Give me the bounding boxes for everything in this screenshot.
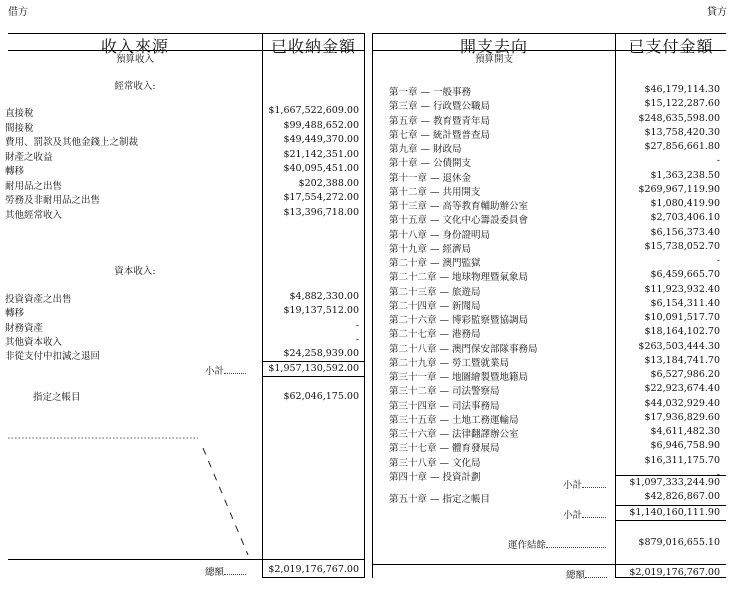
expenditure-header: 開支去向: [459, 37, 528, 56]
chapter-row-label: 第五章 — 教育暨青年局: [389, 115, 491, 127]
chapter-row-amount: -: [716, 255, 720, 266]
chapter-row-amount: $4,611,482.30: [650, 426, 720, 437]
bottom-double-rule-left: [263, 577, 364, 578]
chapter-row-amount: $17,936,829.60: [644, 411, 720, 423]
ordinary-income-row-label: 其他經常收入: [5, 209, 63, 221]
chapter-row-label: 第三十一章 — 地圖繪製暨地籍局: [389, 372, 529, 383]
chapter-row-label: 第三章 — 行政暨公職局: [389, 101, 491, 113]
ordinary-income-row-label: 間接稅: [5, 122, 34, 134]
chapter-row-amount: $44,032,929.40: [644, 397, 720, 409]
right-subtotal1-amount: $1,097,333,244.90: [629, 477, 720, 488]
chapter-row-amount: $16,311,175.70: [644, 454, 720, 466]
chapter-row-amount: $18,164,102.70: [644, 326, 720, 338]
right-total-amount: $2,019,176,767.00: [629, 567, 720, 578]
left-subtotal-rule: [263, 361, 364, 362]
chapter-row-label: 第四十章 — 投資計劃: [389, 471, 481, 483]
chapter-row-label: 第二十七章 — 港務局: [389, 329, 481, 341]
right-subtotal2-rule: [616, 505, 726, 506]
chapter-row-label: 第十一章 — 退休金: [389, 172, 472, 184]
chapter-row-label: 第二十章 — 澳門監獄: [389, 258, 481, 269]
chapter-row-amount: $6,527,986.20: [650, 369, 720, 380]
capital-income-row-label: 非從支付中扣減之退回: [5, 351, 101, 363]
right-subtotal2-label: 小計: [563, 507, 606, 521]
received-header: 已收納金額: [270, 37, 356, 56]
left-subtotal-rule-bottom: [263, 376, 364, 377]
chapter-row-amount: $22,923,674.40: [644, 383, 720, 395]
capital-income-title: 資本收入:: [114, 266, 156, 277]
chapter-row-label: 第三十四章 — 司法事務局: [389, 400, 500, 412]
chapter-row-amount: $1,080,419.90: [650, 198, 720, 209]
left-subtotal-label: 小計: [205, 363, 246, 377]
chapter-row-amount: $248,635,598.00: [638, 112, 720, 124]
ordinary-income-row-amount: $202,388.00: [298, 177, 359, 189]
capital-income-row-label: 其他資本收入: [5, 336, 63, 348]
chapter-row-label: 第二十四章 — 新聞局: [389, 300, 481, 312]
chapter-row-label: 第三十二章 — 司法警察局: [389, 386, 500, 398]
designated-account-amount: $62,046,175.00: [283, 391, 359, 402]
left-total-label: 總額: [205, 564, 246, 578]
chapter-row-amount: $15,122,287.60: [644, 98, 720, 110]
chapter-row-label: 第三十八章 — 文化局: [389, 457, 481, 469]
capital-income-row-label: 投資資產之出售: [5, 294, 72, 305]
ordinary-income-row-amount: $99,488,652.00: [283, 119, 359, 131]
right-subtotal2-rule-bottom: [616, 520, 726, 521]
paid-header: 已支付金額: [628, 37, 714, 56]
chapter-row-label: 第二十三章 — 旅遊局: [389, 286, 481, 298]
ordinary-income-row-label: 費用、罰款及其他金錢上之制裁: [5, 137, 139, 148]
chapter-row-label: 第二十八章 — 澳門保安部隊事務局: [389, 343, 538, 355]
ordinary-income-row-label: 轉移: [5, 166, 25, 177]
chapter-row-label: 第二十九章 — 勞工暨就業局: [389, 357, 510, 369]
chapter-row-amount: $6,459,665.70: [650, 269, 720, 281]
bottom-rule-right: [372, 564, 726, 565]
ordinary-income-row-amount: $1,667,522,609.00: [268, 105, 359, 116]
right-subtotal1-rule: [616, 475, 726, 476]
budget-income-title: 預算收入: [115, 54, 154, 65]
capital-income-row-amount: -: [355, 319, 359, 331]
ordinary-income-title: 經常收入:: [114, 81, 156, 92]
chapter-row-amount: $6,946,758.90: [650, 440, 720, 452]
ordinary-income-row-amount: $49,449,370.00: [283, 134, 359, 145]
chapter-row-amount: $2,703,406.10: [650, 212, 720, 224]
income-source-header: 收入來源: [100, 37, 169, 56]
chapter-row-amount: $1,363,238.50: [650, 169, 720, 181]
chapter-row-amount: $6,154,311.40: [650, 297, 720, 309]
chapter-row-label: 第十五章 — 文化中心籌設委員會: [389, 215, 529, 227]
capital-income-row-label: 財務資產: [5, 322, 44, 334]
chapter-row-amount: $46,179,114.30: [644, 84, 720, 95]
credit-label: 貸方: [707, 7, 727, 18]
chapter-row-amount: $11,923,932.40: [644, 283, 720, 295]
capital-income-row-amount: $24,258,939.00: [283, 348, 359, 360]
left-total-amount: $2,019,176,767.00: [268, 564, 359, 575]
chapter-row-label: 第二十二章 — 地球物理暨氣象局: [389, 272, 529, 284]
operating-balance-label: 運作結餘: [508, 537, 606, 551]
chapter-row-label: 第十九章 — 經濟局: [389, 243, 472, 255]
capital-income-row-amount: -: [355, 333, 359, 345]
chapter-row-amount: $13,758,420.30: [644, 126, 720, 138]
chapter-row-label: 第十二章 — 共用開支: [389, 186, 481, 198]
chapter-row-label: 第三十六章 — 法律翻譯辦公室: [389, 429, 519, 440]
chapter-row-amount: $27,856,661.80: [644, 141, 720, 152]
center-divider-a: [364, 33, 365, 578]
chapter-row-amount: $6,156,373.40: [650, 226, 720, 238]
left-subtotal-amount: $1,957,130,592.00: [268, 363, 359, 374]
chapter-row-label: 第三十七章 — 體育發展局: [389, 443, 500, 455]
chapter-row-label: 第十八章 — 身份證明局: [389, 229, 491, 241]
designated-account-label: 指定之帳目: [33, 392, 81, 403]
ordinary-income-row-amount: $17,554,272.00: [283, 192, 359, 203]
chapter-row-label: 第九章 — 財政局: [389, 144, 462, 155]
capital-income-row-amount: $4,882,330.00: [289, 291, 359, 302]
chapter-row-label: 第十章 — 公債開支: [389, 158, 472, 170]
center-divider-b: [372, 33, 373, 578]
right-subtotal2-amount: $1,140,160,111.90: [629, 507, 720, 518]
budget-expense-title: 預算開支: [474, 54, 513, 65]
ordinary-income-row-label: 財產之收益: [5, 151, 53, 163]
chapter-row-amount: -: [716, 155, 720, 167]
chapter-row-amount: $15,738,052.70: [644, 240, 720, 252]
ordinary-income-row-amount: $13,396,718.00: [283, 206, 359, 218]
chapter-row-label: 第一章 — 一般事務: [389, 87, 472, 98]
chapter-row-amount: $269,967,119.90: [638, 183, 720, 195]
capital-income-row-amount: $19,137,512.00: [283, 305, 359, 317]
chapter-50-label: 第五十章 — 指定之帳目: [389, 494, 491, 505]
ordinary-income-row-label: 直接稅: [5, 108, 34, 119]
chapter-row-amount: $13,184,741.70: [644, 354, 720, 366]
right-subtotal1-label: 小計: [563, 477, 606, 491]
chapter-row-amount: $263,503,444.30: [638, 340, 720, 352]
chapter-row-label: 第三十五章 — 土地工務運輸局: [389, 414, 519, 426]
chapter-row-label: 第二十六章 — 博彩監察暨協調局: [389, 315, 529, 326]
chapter-row-amount: $10,091,517.70: [644, 312, 720, 323]
ordinary-income-row-label: 耐用品之出售: [5, 180, 63, 192]
right-total-label: 總額: [566, 567, 607, 581]
chapter-row-label: 第十三章 — 高等教育輔助辦公室: [389, 201, 529, 212]
ordinary-income-row-label: 勞務及非耐用品之出售: [5, 195, 101, 206]
strikeout-diagonal: [8, 430, 264, 560]
chapter-50-amount: $42,826,867.00: [644, 491, 720, 502]
debit-label: 借方: [8, 7, 28, 18]
chapter-row-label: 第七章 — 統計暨普查局: [389, 129, 491, 141]
ordinary-income-row-amount: $21,142,351.00: [283, 148, 359, 160]
operating-balance-amount: $879,016,655.10: [638, 537, 720, 548]
capital-income-row-label: 轉移: [5, 308, 25, 320]
ordinary-income-row-amount: $40,095,451.00: [283, 163, 359, 174]
